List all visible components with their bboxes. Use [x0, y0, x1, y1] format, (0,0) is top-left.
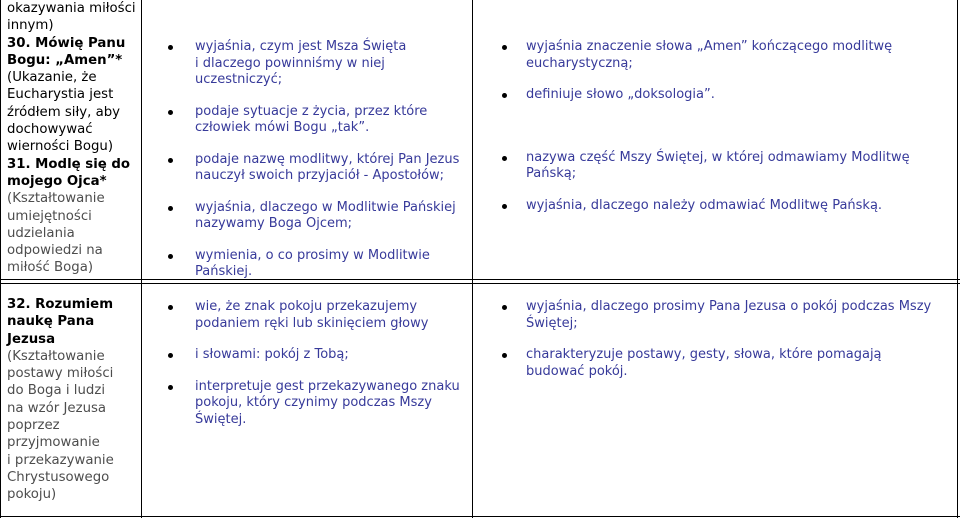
topic-line: (Kształtowanie — [7, 348, 105, 364]
list-item: wyjaśnia, dlaczego prosimy Pana Jezusa o pokój podczas Mszy Świętej; — [499, 299, 951, 332]
row2-topic-cell — [7, 296, 139, 504]
table-border-right — [957, 0, 958, 518]
list-item: nazywa część Mszy Świętej, w której odmawiamy Modlitwę Pańską; — [499, 150, 951, 183]
table-row-divider-top — [0, 279, 960, 280]
topic-line: do Boga i ludzi — [7, 383, 106, 399]
topic-line: (Kształtowanie — [7, 191, 105, 207]
list-item: charakteryzuje postawy, gesty, słowa, które pomagają budować pokój. — [499, 347, 951, 380]
topic-line: Chrystusowego — [7, 469, 110, 485]
requirements-list — [165, 299, 465, 428]
row1-basic-requirements-cell — [165, 39, 465, 281]
topic-line: dochowywać — [7, 122, 93, 138]
topic-line: przyjmowanie — [7, 435, 100, 451]
row2-basic-requirements-cell — [165, 299, 465, 428]
list-item: wyjaśnia, dlaczego w Modlitwie Pańskiej nazywamy Boga Ojcem; — [165, 200, 465, 233]
topic-line: miłość Boga) — [7, 260, 94, 276]
topic-line: okazywania miłości — [7, 1, 136, 16]
list-item: podaje nazwę modlitwy, której Pan Jezus nauczył swoich przyjaciół - Apostołów; — [165, 152, 465, 185]
topic-title-line: Bogu: „Amen”* — [7, 52, 123, 68]
requirements-list — [499, 299, 951, 380]
topic-line: na wzór Jezusa — [7, 400, 107, 416]
topic-line: odpowiedzi na — [7, 243, 103, 259]
topic-line: umiejętności — [7, 208, 92, 224]
list-item: definiuje słowo „doksologia”. — [499, 87, 951, 104]
list-item: podaje sytuacje z życia, przez które człowiek mówi Bogu „tak”. — [165, 104, 465, 137]
table-row-divider-bottom — [0, 283, 960, 284]
row1-extended-requirements-cell — [499, 39, 951, 214]
topic-line: pokoju) — [7, 487, 57, 503]
topic-title-line: Jezusa — [7, 331, 56, 347]
topic-line: źródłem siły, aby — [7, 104, 121, 120]
topic-line: poprzez — [7, 418, 60, 434]
topic-title-line: mojego Ojca* — [7, 173, 107, 189]
list-item: wie, że znak pokoju przekazujemy podaniem ręki lub skinięciem głowy — [165, 299, 465, 332]
list-item: wyjaśnia, czym jest Msza Święta i dlaczego powinniśmy w niej uczestniczyć; — [165, 39, 465, 89]
topic-title-line: 30. Mówię Panu — [7, 35, 126, 51]
list-item: wymienia, o co prosimy w Modlitwie Pańskiej. — [165, 248, 465, 281]
topic-line: wierności Bogu) — [7, 139, 114, 155]
list-item: i słowami: pokój z Tobą; — [165, 347, 465, 364]
requirements-list — [499, 39, 951, 214]
row2-extended-requirements-cell — [499, 299, 951, 380]
topic-line: innym) — [7, 18, 54, 34]
row1-topic-cell — [7, 0, 139, 277]
table-border-bottom — [0, 516, 960, 517]
table-divider-col2 — [472, 0, 473, 518]
topic-line: postawy miłości — [7, 366, 114, 382]
topic-line: udzielania — [7, 225, 75, 241]
requirements-list — [165, 39, 465, 281]
table-divider-col1 — [141, 0, 142, 518]
topic-title-line: naukę Pana — [7, 314, 95, 330]
topic-line: i przekazywanie — [7, 452, 114, 468]
list-item: wyjaśnia znaczenie słowa „Amen” kończącego modlitwę eucharystyczną; — [499, 39, 951, 72]
topic-title-line: 31. Modlę się do — [7, 156, 131, 172]
topic-title-line: 32. Rozumiem — [7, 297, 114, 312]
list-item: interpretuje gest przekazywanego znaku pokoju, który czynimy podczas Mszy Świętej. — [165, 379, 465, 429]
topic-line: Eucharystia jest — [7, 87, 114, 103]
list-item: wyjaśnia, dlaczego należy odmawiać Modlitwę Pańską. — [499, 198, 951, 215]
table-border-left — [0, 0, 1, 518]
topic-line: (Ukazanie, że — [7, 70, 97, 86]
